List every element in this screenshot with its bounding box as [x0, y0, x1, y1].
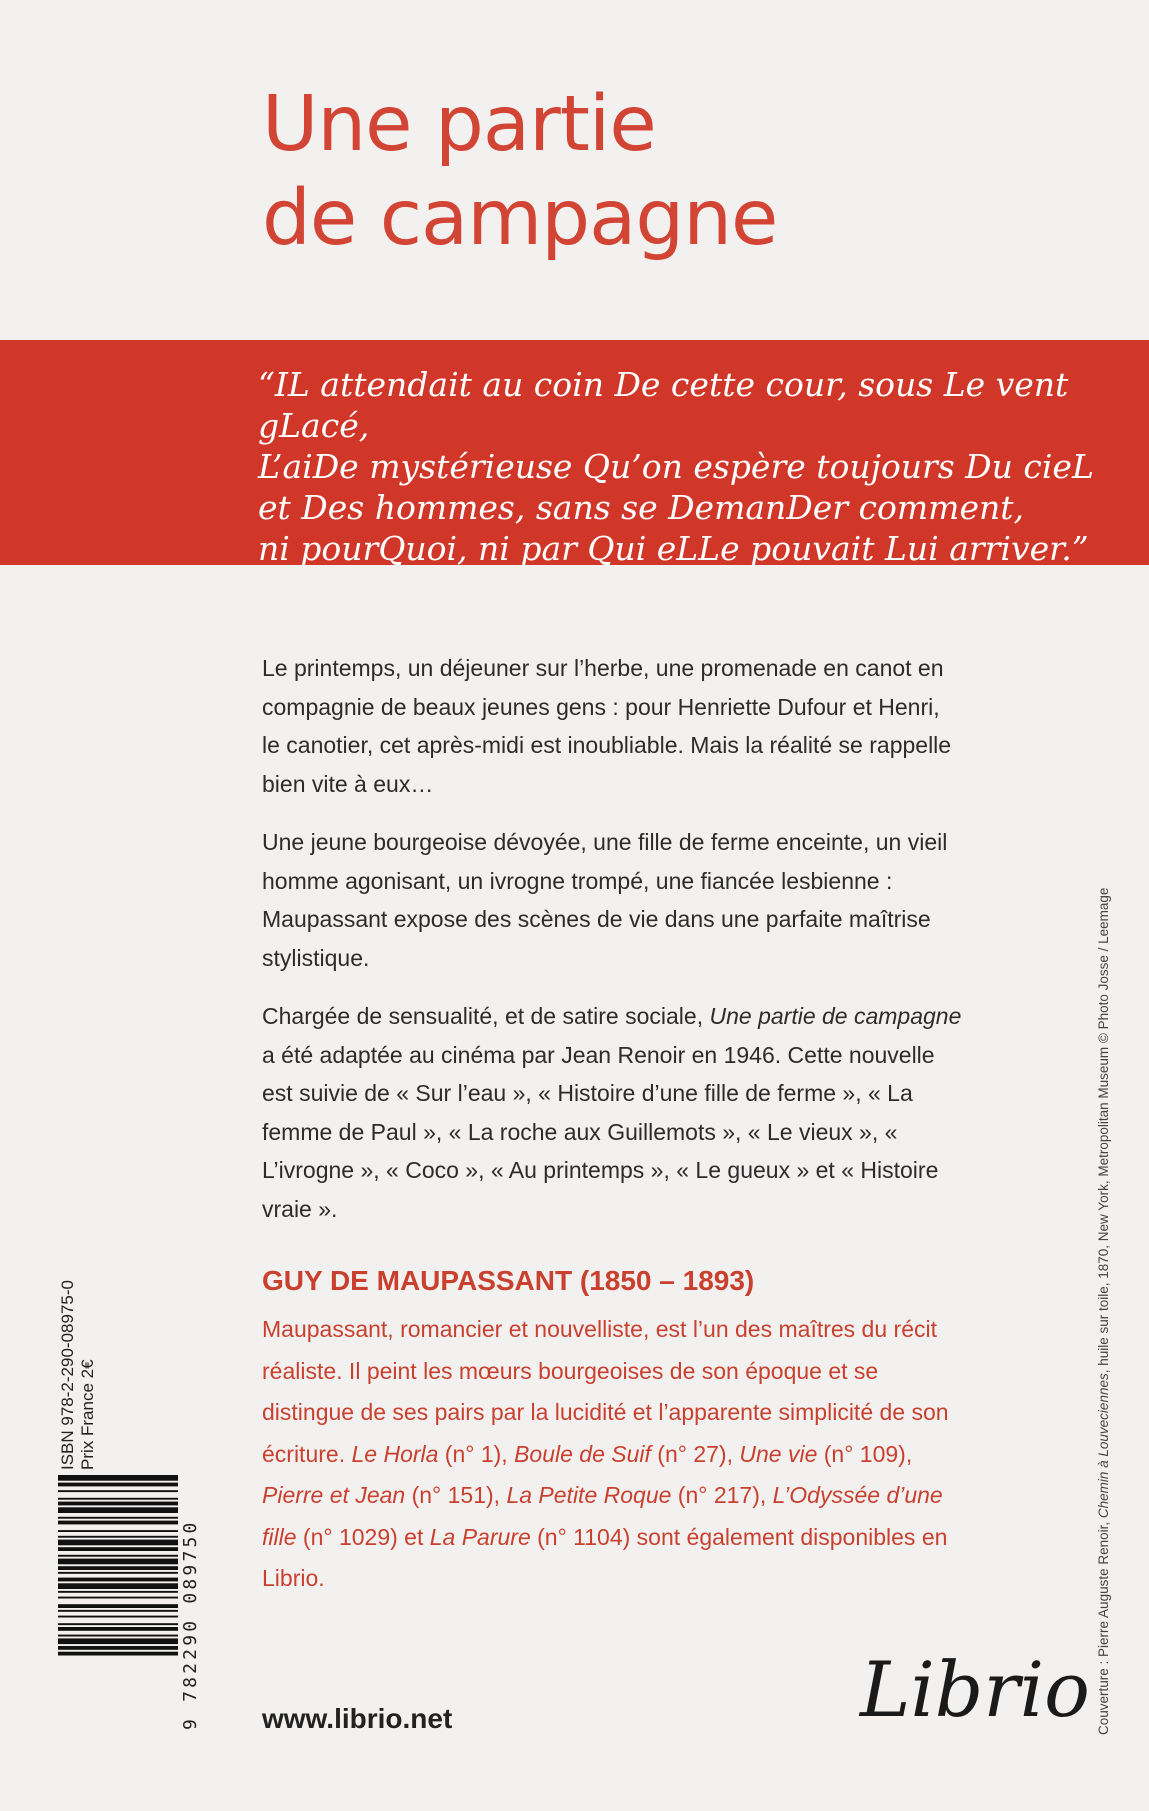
bio-text: Maupassant, romancier et nouvelliste, est l’un des maîtres du récit réaliste. Il peint les mœurs bourgeoises de son époque et se distingue de ses pairs par la lucidité et l’apparente simplicité de son écriture.: [262, 1316, 949, 1467]
work-title: La Parure: [429, 1523, 531, 1550]
barcode-digits: 9 782290 089750: [180, 1519, 201, 1730]
work-title: Boule de Suif: [514, 1440, 651, 1467]
summary-work-title: Une partie de campagne: [709, 1003, 962, 1029]
cover-credit: [1096, 888, 1111, 1735]
author-heading: GUY DE MAUPASSANT (1850 – 1893): [262, 1265, 755, 1296]
work-title: Le Horla: [351, 1440, 439, 1467]
summary: [262, 649, 962, 1248]
quote-line-2: L’aiDe mystérieuse Qu’on espère toujours Du cieL: [258, 447, 1094, 486]
work-title: Une vie: [739, 1440, 818, 1467]
book-title-line-2: de campagne: [262, 174, 778, 263]
book-title: [262, 78, 777, 266]
credit-painting: Chemin à Louveciennes: [1096, 1373, 1111, 1519]
quote-line-1: “IL attendait au coin De cette cour, sous Le vent gLacé,: [258, 365, 1069, 445]
credit-text: , huile sur toile, 1870, New York, Metropolitan Museum © Photo Josse / Leemage: [1096, 887, 1111, 1374]
quote-line-3: et Des hommes, sans se DemanDer comment,: [258, 488, 1025, 527]
price: Prix France 2€: [78, 1359, 97, 1470]
bio-text: (n° 1029) et: [296, 1523, 430, 1550]
work-title: Pierre et Jean: [262, 1482, 406, 1508]
isbn-block: [58, 1280, 98, 1470]
summary-text: a été adaptée au cinéma par Jean Renoir en 1946. Cette nouvelle est suivie de « Sur l’eau », « Histoire d’une fille de ferme », « La femme de Paul », « La roche aux Guillemots », « Le vieux », « L’ivrogne », « Coco », « Au printemps », « Le gueux » et « Histoire vraie ».: [262, 1041, 939, 1222]
summary-paragraph-3: [262, 997, 962, 1228]
work-title: L’Odyssée d’une fille: [262, 1482, 943, 1550]
bio-text: (n° 109),: [817, 1440, 913, 1467]
quote-line-4: ni pourQuoi, ni par Qui eLLe pouvait Lui arriver.”: [258, 529, 1089, 568]
website-link[interactable]: www.librio.net: [262, 1703, 453, 1734]
isbn-code: ISBN 978-2-290-08975-0: [58, 1280, 77, 1470]
bio-text: (n° 27),: [650, 1440, 740, 1467]
bio-text: (n° 217),: [671, 1482, 773, 1508]
work-title: La Petite Roque: [506, 1482, 672, 1508]
summary-paragraph-1: Le printemps, un déjeuner sur l’herbe, une promenade en canot en compagnie de beaux jeunes gens : pour Henriette Dufour et Henri, le canotier, cet après-midi est inoubliable. Mais la réalité se rappelle bien vite à eux…: [262, 655, 952, 797]
librio-logo: Librio: [860, 1645, 1090, 1734]
author-bio: [262, 1309, 962, 1600]
credit-text: Couverture : Pierre Auguste Renoir,: [1096, 1518, 1111, 1735]
bio-text: (n° 1),: [438, 1440, 515, 1467]
bio-text: (n° 151),: [405, 1482, 507, 1508]
barcode: [58, 1475, 198, 1720]
bio-text: (n° 1104) sont également disponibles en Librio.: [262, 1523, 948, 1591]
quote: [258, 364, 1118, 569]
summary-paragraph-2: Une jeune bourgeoise dévoyée, une fille de ferme enceinte, un vieil homme agonisant, un ivrogne trompé, une fiancée lesbienne : Maupassant expose des scènes de vie dans une parfaite maîtrise stylistique.: [262, 829, 948, 971]
book-title-line-1: Une partie: [262, 80, 656, 169]
summary-text: Chargée de sensualité, et de satire sociale,: [262, 1003, 710, 1029]
